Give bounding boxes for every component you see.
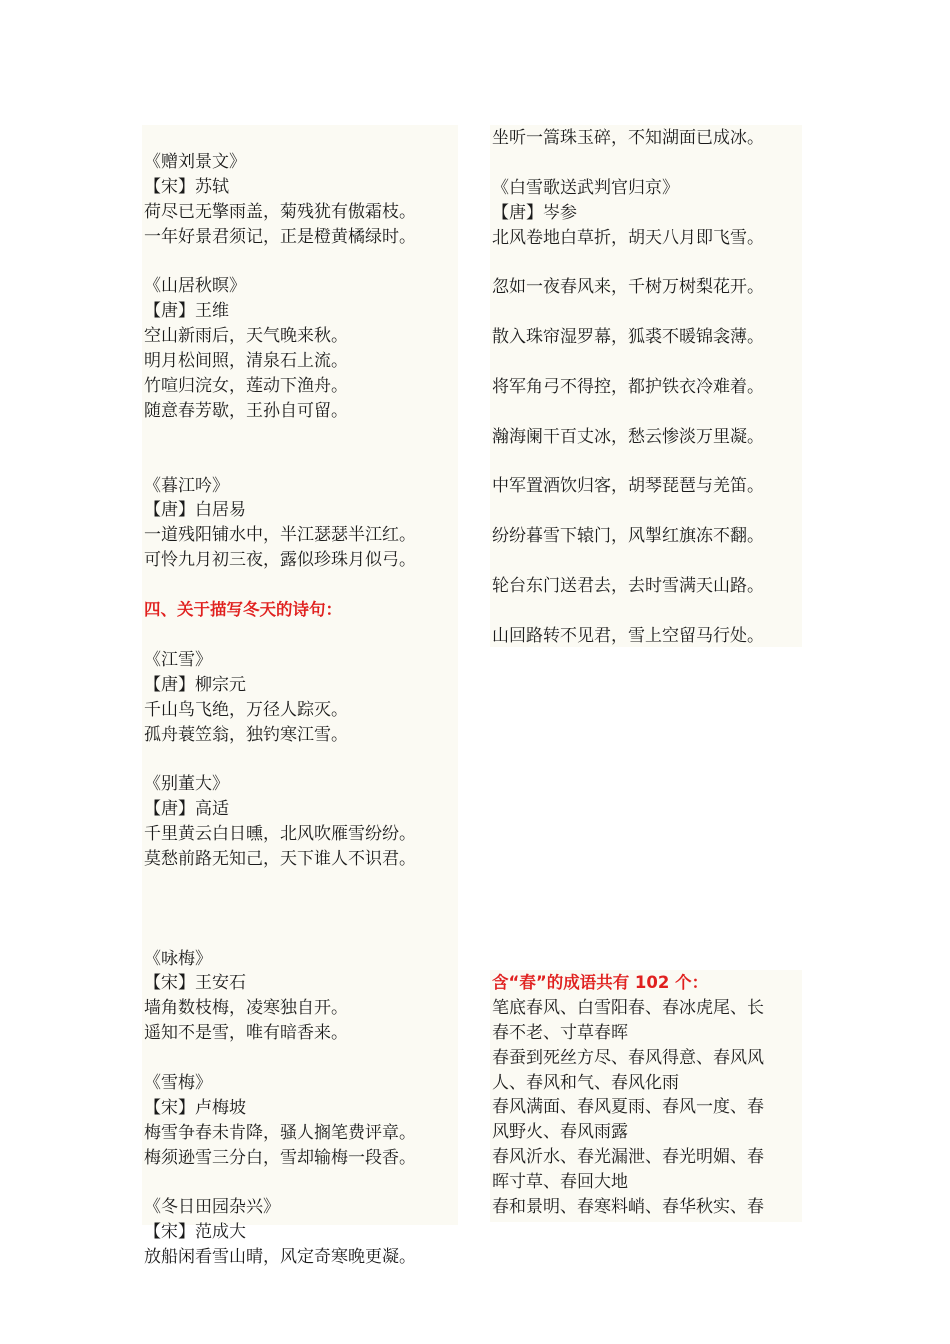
idiom-line: 人、春风和气、春风化雨	[492, 1072, 679, 1093]
poem-title: 《咏梅》	[144, 948, 212, 969]
poem-author: 【宋】苏轼	[144, 176, 229, 197]
poem-title: 《山居秋暝》	[144, 276, 246, 297]
poem-author: 【宋】王安石	[144, 973, 246, 994]
idiom-line: 笔底春风、白雪阳春、春冰虎尾、长	[492, 997, 764, 1018]
poem-line: 中军置酒饮归客，胡琴琵琶与羌笛。	[492, 476, 764, 497]
poem-author: 【唐】高适	[144, 799, 229, 820]
idiom-heading: 含“春”的成语共有 102 个：	[492, 973, 709, 992]
poem-line: 竹喧归浣女，莲动下渔舟。	[144, 376, 348, 397]
poem-title: 《江雪》	[144, 649, 212, 670]
poem-line: 荷尽已无擎雨盖，菊残犹有傲霜枝。	[144, 201, 416, 222]
idiom-line: 春不老、寸草春晖	[492, 1022, 628, 1043]
poem-author: 【宋】卢梅坡	[144, 1097, 246, 1118]
poem-author: 【唐】白居易	[144, 500, 246, 521]
poem-line: 一道残阳铺水中，半江瑟瑟半江红。	[144, 525, 416, 546]
poem-line: 山回路转不见君，雪上空留马行处。	[492, 625, 764, 646]
idiom-line: 春蚕到死丝方尽、春风得意、春风风	[492, 1047, 764, 1068]
poem-title: 《别董大》	[144, 774, 229, 795]
poem-line: 莫愁前路无知己，天下谁人不识君。	[144, 848, 416, 869]
poem-line: 将军角弓不得控，都护铁衣冷难着。	[492, 376, 764, 397]
poem-line: 一年好景君须记，正是橙黄橘绿时。	[144, 226, 416, 247]
left-text-column	[142, 125, 458, 1268]
poem-line: 随意春芳歇，王孙自可留。	[144, 400, 348, 421]
poem-line: 可怜九月初三夜，露似珍珠月似弓。	[144, 550, 416, 571]
poem-line: 遥知不是雪，唯有暗香来。	[144, 1023, 348, 1044]
poem-line: 北风卷地白草折，胡天八月即飞雪。	[492, 227, 764, 248]
poem-line: 梅须逊雪三分白，雪却输梅一段香。	[144, 1147, 416, 1168]
idiom-line: 晖寸草、春回大地	[492, 1172, 628, 1193]
right-text-column-bottom	[490, 970, 802, 1222]
idiom-line: 春和景明、春寒料峭、春华秋实、春	[492, 1197, 764, 1218]
poem-line: 孤舟蓑笠翁，独钓寒江雪。	[144, 724, 348, 745]
poem-line: 明月松间照，清泉石上流。	[144, 351, 348, 372]
poem-title: 《白雪歌送武判官归京》	[492, 177, 679, 198]
idiom-line: 风野火、春风雨露	[492, 1122, 628, 1143]
poem-line: 纷纷暮雪下辕门，风掣红旗冻不翻。	[492, 526, 764, 547]
poem-author: 【宋】范成大	[144, 1222, 246, 1243]
poem-title: 《暮江吟》	[144, 475, 229, 496]
idiom-line: 春风沂水、春光漏泄、春光明媚、春	[492, 1147, 764, 1168]
poem-author: 【唐】岑参	[492, 202, 577, 223]
poem-line: 梅雪争春未肯降，骚人搁笔费评章。	[144, 1122, 416, 1143]
poem-line: 千山鸟飞绝，万径人踪灭。	[144, 699, 348, 720]
poem-line: 放船闲看雪山晴，风定奇寒晚更凝。	[144, 1247, 416, 1268]
poem-line: 瀚海阑干百丈冰，愁云惨淡万里凝。	[492, 426, 764, 447]
poem-title: 《冬日田园杂兴》	[144, 1197, 280, 1218]
poem-line: 忽如一夜春风来，千树万树梨花开。	[492, 277, 764, 298]
poem-author: 【唐】柳宗元	[144, 674, 246, 695]
poem-line: 坐听一篙珠玉碎，不知湖面已成冰。	[492, 128, 764, 148]
poem-line: 空山新雨后，天气晚来秋。	[144, 326, 348, 347]
idiom-line: 春风满面、春风夏雨、春风一度、春	[492, 1097, 764, 1118]
poem-line: 散入珠帘湿罗幕，狐裘不暖锦衾薄。	[492, 327, 764, 348]
section-heading: 四、关于描写冬天的诗句：	[144, 600, 342, 620]
poem-line: 轮台东门送君去，去时雪满天山路。	[492, 576, 764, 597]
right-text-column-top	[490, 125, 802, 647]
poem-author: 【唐】王维	[144, 301, 229, 322]
poem-title: 《赠刘景文》	[144, 152, 246, 172]
poem-line: 墙角数枝梅，凌寒独自开。	[144, 998, 348, 1019]
poem-title: 《雪梅》	[144, 1072, 212, 1093]
poem-line: 千里黄云白日曛，北风吹雁雪纷纷。	[144, 824, 416, 845]
